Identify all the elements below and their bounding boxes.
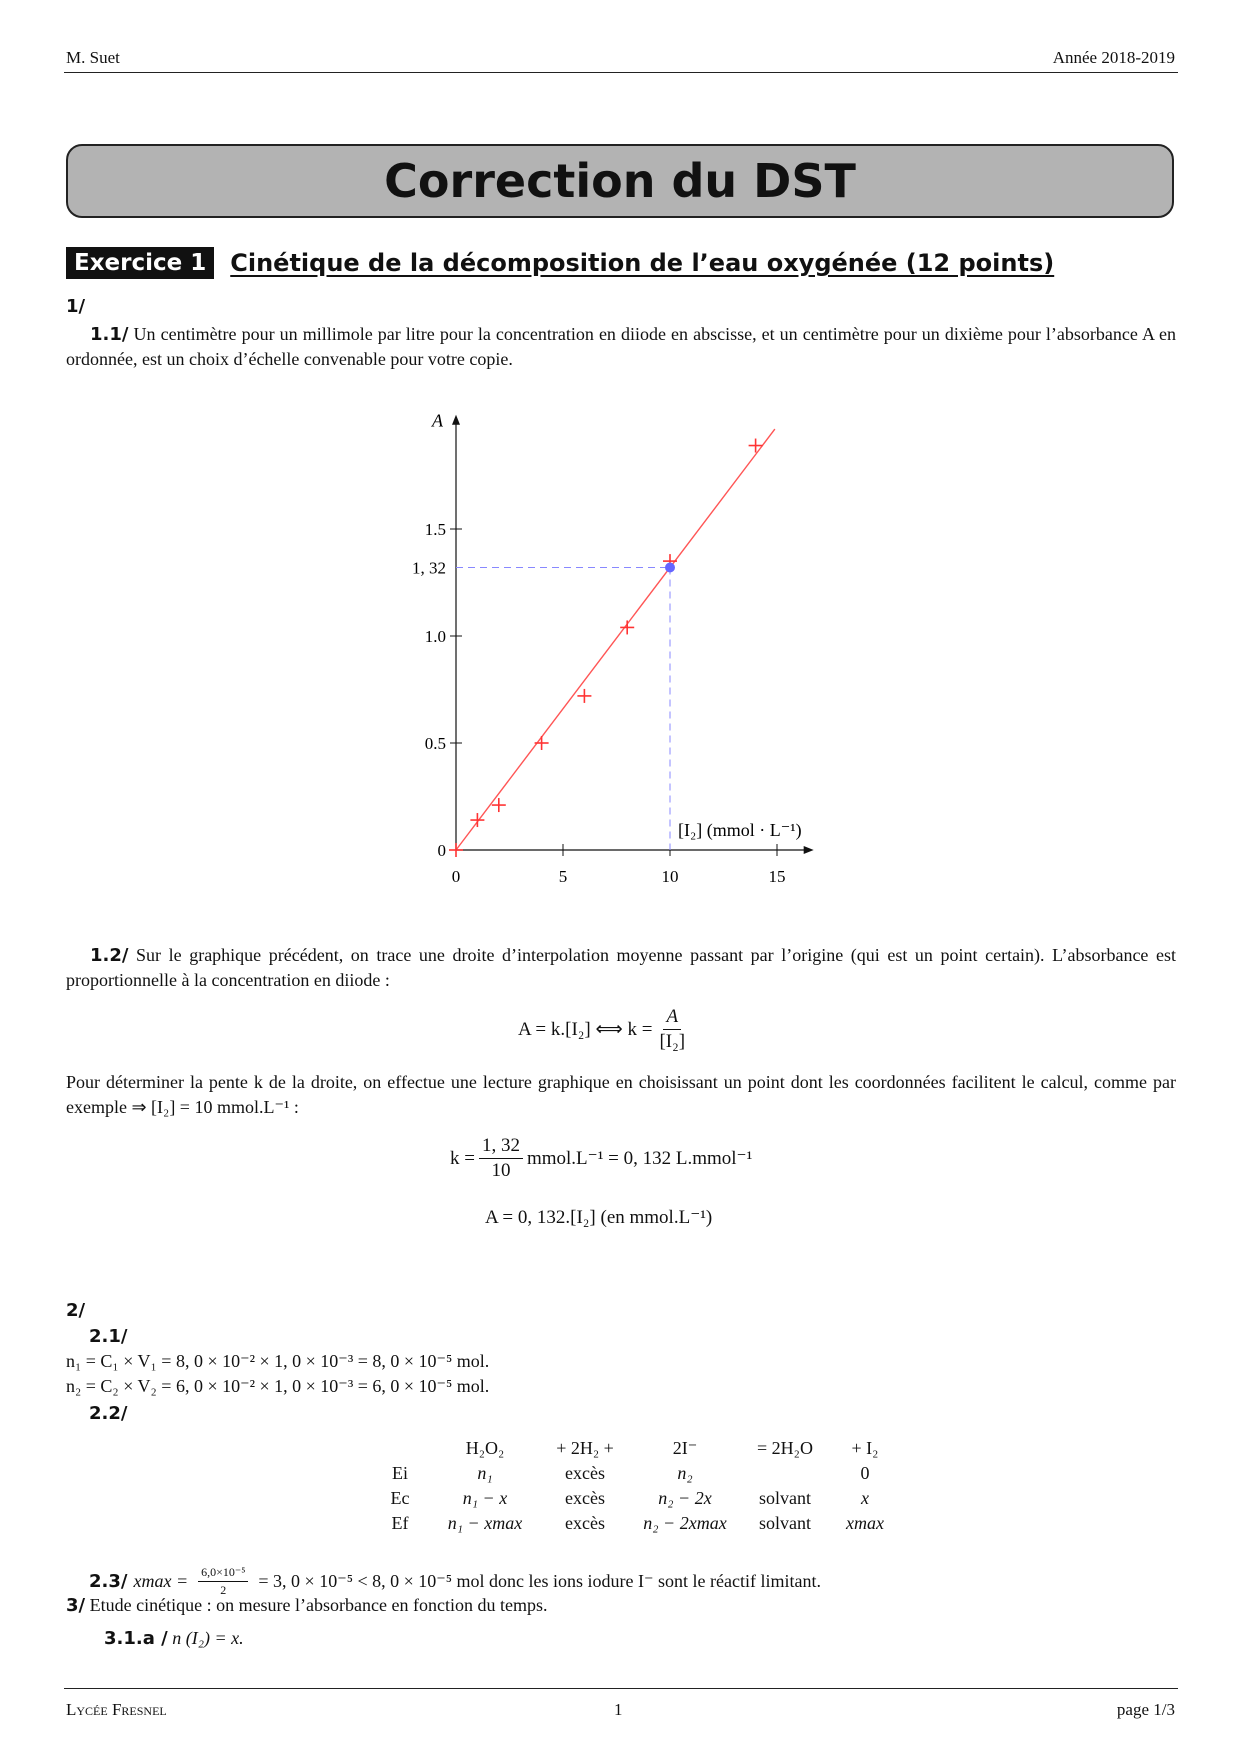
table-header-row: [370, 1436, 900, 1461]
header-rule: [64, 72, 1178, 73]
x-axis-arrow: [804, 846, 814, 854]
eq1-fraction: [656, 1006, 688, 1053]
highlight-point: [665, 563, 675, 573]
q22-label: 2.2/: [89, 1403, 128, 1424]
part3-label: 3/: [66, 1595, 86, 1616]
q11-text: Un centimètre pour un millimole par litre pour la concentration en diiode en abscisse, et un centimètre pour un dixième pour l’absorbance A en ordonnée, est un choix d’échelle convenable pour votre copie.: [66, 324, 1176, 369]
table-row: [370, 1461, 900, 1486]
data-point: [620, 620, 634, 634]
table-cell: n₂: [677, 1463, 693, 1483]
data-point: [577, 689, 591, 703]
table-cell: 0: [860, 1463, 870, 1483]
x-tick-label: 10: [661, 867, 679, 886]
q23-fraction: [198, 1565, 248, 1598]
table-cell: + I₂: [851, 1438, 879, 1458]
n2-equation: n₂ = C₂ × V₂ = 6, 0 × 10⁻² × 1, 0 × 10⁻³ = 6, 0 × 10⁻⁵ mol.: [66, 1376, 490, 1396]
table-cell: n₁ − xmax: [447, 1513, 523, 1533]
part3-text: Etude cinétique : on mesure l’absorbance en fonction du temps.: [89, 1595, 548, 1615]
fit-line: [456, 429, 775, 850]
data-point: [449, 843, 463, 857]
y-tick-label: 0: [437, 841, 446, 860]
table-row: [370, 1486, 900, 1511]
table-cell: excès: [565, 1463, 605, 1483]
q11-paragraph: [66, 322, 1176, 372]
eq2-numerator: 1, 32: [479, 1135, 523, 1159]
equation-absorbance: A = 0, 132.[I₂] (en mmol.L⁻¹): [485, 1207, 713, 1228]
part2-label: 2/: [66, 1300, 86, 1321]
eq1-denominator: [I₂]: [659, 1031, 686, 1052]
part1-label: 1/: [66, 296, 86, 317]
y-tick-label: 1, 32: [412, 558, 446, 578]
part3-line: [66, 1595, 547, 1616]
table-cell: + 2H₂ +: [556, 1438, 614, 1458]
q21-label: 2.1/: [89, 1326, 128, 1347]
table-cell: 2I⁻: [672, 1438, 698, 1458]
exercise-tag: Exercice 1: [66, 247, 214, 279]
y-tick-label: 1.0: [424, 627, 446, 646]
table-cell: Ef: [391, 1513, 409, 1533]
y-tick-label: 0.5: [424, 734, 446, 753]
n1-equation: n₁ = C₁ × V₁ = 8, 0 × 10⁻² × 1, 0 × 10⁻³ = 8, 0 × 10⁻⁵ mol.: [66, 1351, 490, 1371]
eq1-numerator: A: [663, 1006, 681, 1030]
table-cell: n₁: [477, 1463, 493, 1483]
table-cell: Ec: [390, 1488, 410, 1508]
data-point: [749, 439, 763, 453]
exercise-heading: [66, 247, 1054, 279]
q12-paragraph-2: [66, 1070, 1176, 1120]
table-row: [370, 1511, 900, 1536]
eq2-denominator: 10: [491, 1160, 511, 1181]
table-cell: solvant: [759, 1513, 811, 1533]
absorbance-chart: [380, 395, 820, 905]
equation-proportionality: [518, 1006, 692, 1053]
q23-rhs: = 3, 0 × 10⁻⁵ < 8, 0 × 10⁻⁵ mol donc les ions iodure I⁻ sont le réactif limitant.: [258, 1571, 821, 1591]
table-cell: Ei: [392, 1463, 408, 1483]
q23-numerator: 6,0×10⁻⁵: [198, 1565, 248, 1582]
x-tick-label: 5: [558, 867, 568, 886]
exercise-title: Cinétique de la décomposition de l’eau oxygénée (12 points): [230, 249, 1055, 277]
eq2-fraction: [479, 1135, 523, 1182]
footer-school: Lycée Fresnel: [66, 1700, 167, 1719]
eq2-left: k =: [450, 1147, 475, 1169]
table-cell: n₁ − x: [462, 1488, 508, 1508]
q11-label: 1.1/: [90, 324, 129, 345]
q12-text: Sur le graphique précédent, on trace une droite d’interpolation moyenne passant par l’origine (qui est un point certain). L’absorbance est proportionnelle à la concentration en diiode :: [66, 945, 1176, 990]
table-cell: n₂ − 2xmax: [643, 1513, 727, 1533]
q31a-line: [104, 1628, 244, 1649]
q31a-text: n (I₂) = x.: [172, 1628, 244, 1648]
table-cell: excès: [565, 1488, 605, 1508]
header-author: M. Suet: [66, 48, 120, 67]
y-tick-label: 1.5: [424, 520, 446, 539]
table-cell: n₂ − 2x: [658, 1488, 712, 1508]
x-axis-label: [I₂] (mmol · L⁻¹): [678, 820, 802, 840]
table-cell: xmax: [846, 1513, 884, 1533]
q31a-label: 3.1.a /: [104, 1628, 168, 1649]
y-axis-arrow: [452, 415, 460, 425]
q23-lhs: xmax =: [133, 1571, 189, 1591]
data-point: [535, 736, 549, 750]
q12-text-2: Pour déterminer la pente k de la droite, on effectue une lecture graphique en choisissant un point dont les coordonnées facilitent le calcul, comme par exemple ⇒ [I₂] = 10 mmol.L⁻¹ :: [66, 1072, 1176, 1117]
header-year: Année 2018-2019: [1052, 48, 1175, 67]
table-cell: = 2H₂O: [757, 1438, 813, 1458]
y-axis-label: A: [432, 410, 443, 431]
q12-paragraph: [66, 943, 1176, 993]
table-cell: solvant: [759, 1488, 811, 1508]
footer-rule: [64, 1688, 1178, 1689]
title-box: [66, 144, 1174, 218]
x-tick-label: 15: [768, 867, 786, 886]
table-cell: [370, 1436, 430, 1461]
eq2-right: mmol.L⁻¹ = 0, 132 L.mmol⁻¹: [526, 1148, 753, 1169]
footer-page-number: 1: [614, 1700, 623, 1719]
table-cell: [740, 1461, 830, 1486]
table-cell: H₂O₂: [465, 1438, 505, 1458]
q12-label: 1.2/: [90, 945, 129, 966]
page-title: Correction du DST: [384, 154, 856, 208]
q23-denominator: 2: [220, 1583, 227, 1597]
footer-page-of: page 1/3: [1116, 1700, 1175, 1719]
advancement-table: [370, 1436, 900, 1536]
eq1-left: A = k.[I₂] ⟺ k =: [518, 1019, 653, 1040]
table-cell: excès: [565, 1513, 605, 1533]
equation-slope: [450, 1135, 752, 1182]
x-tick-label: 0: [451, 867, 461, 886]
q23-label: 2.3/: [89, 1571, 128, 1592]
q23-line: [89, 1565, 821, 1598]
table-cell: x: [861, 1488, 869, 1508]
